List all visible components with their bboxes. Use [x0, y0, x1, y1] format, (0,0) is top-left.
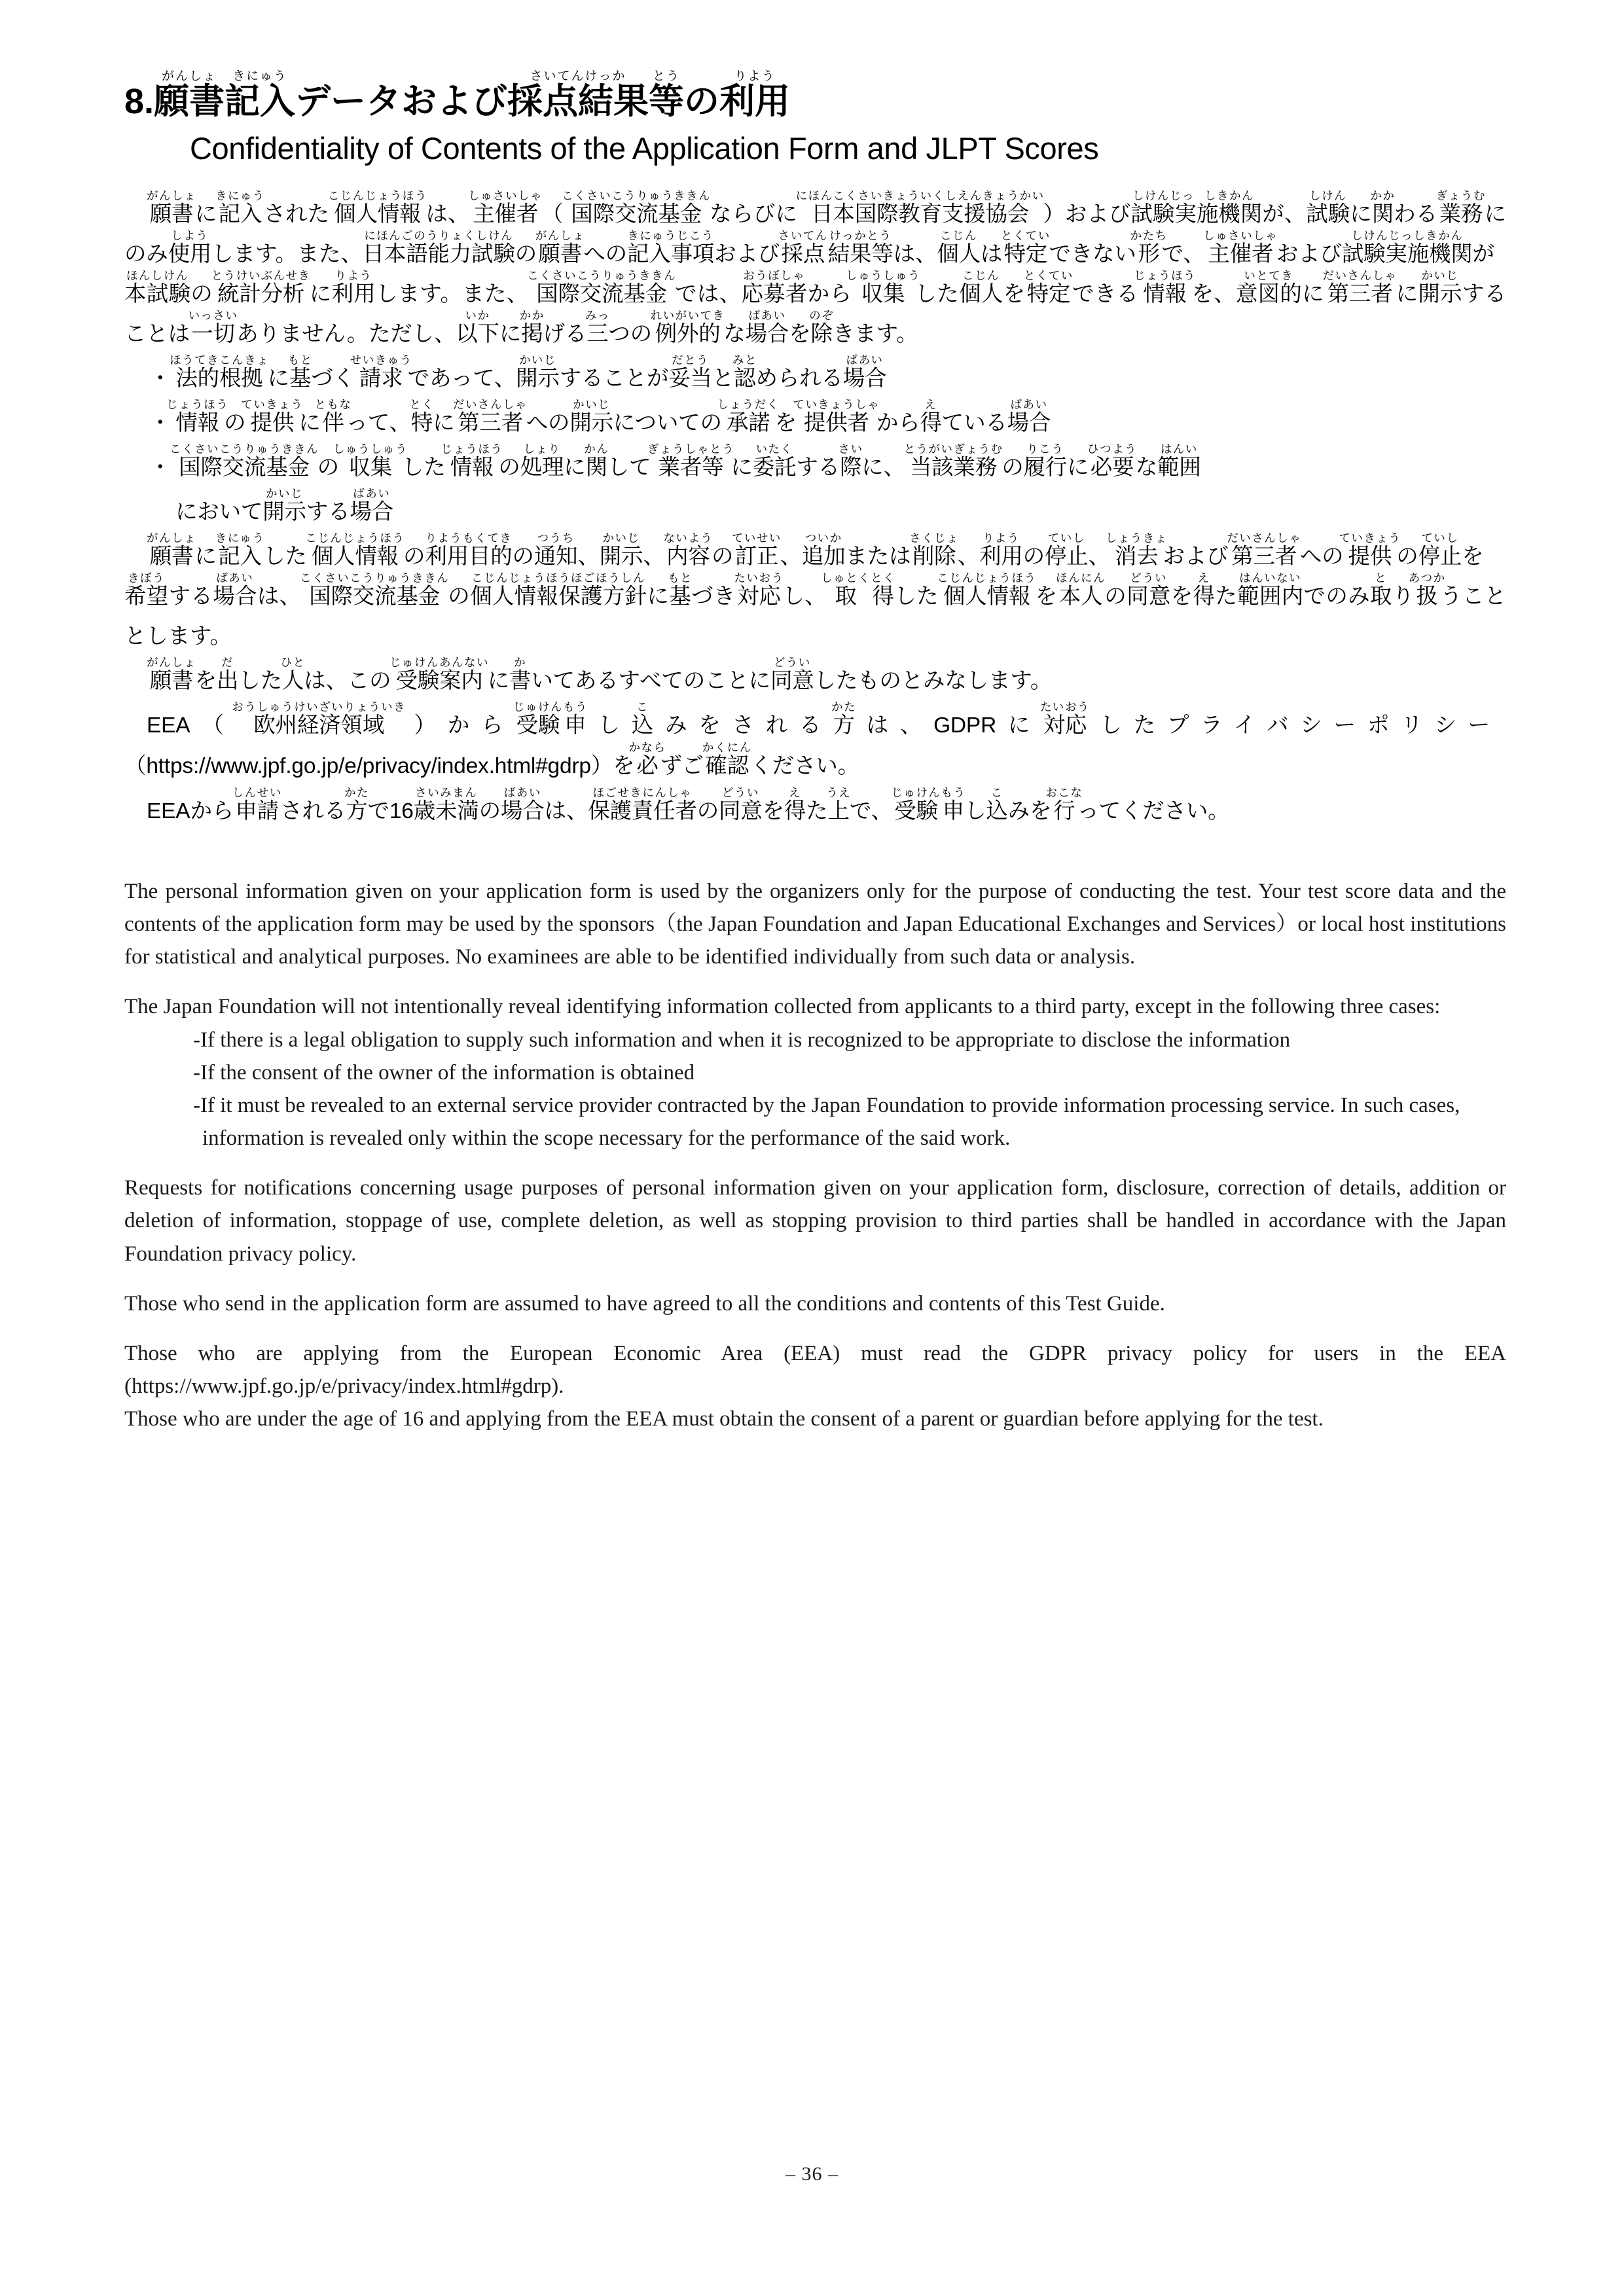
en-paragraph-4: Those who send in the application form are assumed to have agreed to all the conditions and contents of this Test Guide.: [124, 1291, 1165, 1316]
japanese-body: [124, 190, 1506, 832]
en-bullet-2: -If the consent of the owner of the information is obtained: [193, 1060, 695, 1085]
page-title-japanese: 8.願書がんしょ記入きにゅうデータおよび採点結果さいてんけっか等とうの利用りよう: [124, 69, 791, 122]
jp-bullet-3-cont: において開示かいじする場合ばあい: [175, 488, 394, 525]
en-bullet-3: -If it must be revealed to an external service provider contracted by the Japan Foundation to provide information processing service. In such cases, information is revealed only within the scope necessary for the performance of the said work.: [193, 1093, 1460, 1151]
section-heading: [124, 69, 1506, 166]
en-paragraph-6: Those who are under the age of 16 and applying from the EEA must obtain the consent of a parent or guardian before applying for the test.: [124, 1407, 1324, 1431]
en-paragraph-5: Those who are applying from the European Economic Area (EEA) must read the GDPR privacy policy for users in the EEA (https://www.jpf.go.jp/e/privacy/index.html#gdrp).: [124, 1341, 1506, 1399]
jp-paragraph-5: EEAから申請しんせいされる方かたで16歳未満さいみまんの場合ばあいは、保護責任者ほごせきにんしゃの同意どういを得えた上うえで、受験じゅけん申もうし込こみを行おこなってください。: [147, 787, 1230, 824]
jp-bullet-1: ・法的根拠ほうてきこんきょに基もとづく請求せいきゅうであって、開示かいじすることが妥当だとうと認みとめられる場合ばあい: [149, 354, 887, 391]
en-paragraph-2: The Japan Foundation will not intentionally reveal identifying information collected from applicants to a third party, except in the following three cases:: [124, 995, 1441, 1019]
english-body: [124, 875, 1506, 1435]
page-number: – 36 –: [785, 2163, 839, 2185]
en-paragraph-1: The personal information given on your application form is used by the organizers only for the purpose of conducting the test. Your test score data and the contents of the application form may be used by the sponsors（the Japan Foundation and Japan Educational Exchanges and Services）or local host institutions for statistical and analytical purposes. No examinees are able to be identified individually from such data or analysis.: [124, 880, 1506, 969]
jp-paragraph-1: 願書がんしょに記入きにゅうされた個人情報こじんじょうほうは、主催者しゅさいしゃ（国際交流基金こくさいこうりゅうききんならびに日本国際教育支援協会にほんこくさいきょういくしえんきょうかい）および試験実しけんじっ施機関しきかんが、試験しけんに関かかわる業務ぎょうむにのみ使用しようします。また、日本語能力試験にほんごのうりょくしけんの願書がんしょへの記入事項きにゅうじこうおよび採点さいてん結果等けっかとうは、個人こじんは特定とくていできない形かたちで、主催者しゅさいしゃおよび試験実施機関しけんじっしきかんが本試験ほんしけんの統計分析とうけいぶんせきに利用りようします。また、国際交流基金こくさいこうりゅうききんでは、応募者おうぼしゃから収集しゅうしゅうした個人こじんを特定とくていできる情報じょうほうを、意図的いとてきに第三者だいさんしゃに開示かいじすることは一切いっさいありません。ただし、以下いかに掲かかげる三みっつの例外的れいがいてきな場合ばあいを除のぞきます。: [124, 190, 1506, 347]
jp-bullet-2: ・情報じょうほうの提供ていきょうに伴ともなって、特とくに第三者だいさんしゃへの開示かいじについての承諾しょうだくを提供者ていきょうしゃから得えている場合ばあい: [149, 399, 1051, 436]
page-title-english: Confidentiality of Contents of the Application Form and JLPT Scores: [190, 131, 1099, 166]
jp-paragraph-2: 願書がんしょに記入きにゅうした個人情報こじんじょうほうの利用目的りようもくてきの通知つうち、開示かいじ、内容ないようの訂正ていせい、追加ついかまたは削除さくじょ、利用りようの停止ていし、消去しょうきょおよび第三者だいさんしゃへの提供ていきょうの停止ていしを希望きぼうする場合ばあいは、国際交流基金こくさいこうりゅうききんの個人情報保護方針こじんじょうほうほごほうしんに基もとづき対応たいおうし、取しゅとく得とくした個人情報こじんじょうほうを本人ほんにんの同意どういを得えた範囲内はんいないでのみ取とり扱あつかうこととします。: [124, 532, 1506, 649]
en-paragraph-3: Requests for notifications concerning usage purposes of personal information given on your application form, disclosure, correction of details, addition or deletion of information, stoppage of use, complete deletion, as well as stopping provision to third parties shall be handled in accordance with the Japan Foundation privacy policy.: [124, 1176, 1506, 1266]
jp-paragraph-3: 願書がんしょを出だした人ひとは、この受験案内じゅけんあんないに書かいてあるすべてのことに同意どういしたものとみなします。: [147, 656, 1053, 694]
jp-paragraph-4: EEA（欧州経済領域おうしゅうけいざいりょういき）から受験じゅけん申もうし込こみをされる方かたは、GDPRに対応たいおうしたプライバシーポリシー（https://www.jpf.go.jp/e/privacy/index.html#gdrp）を必かならずご確認かくにんください。: [124, 701, 1490, 779]
en-bullet-list: [124, 1024, 1506, 1155]
jp-bullet-3: ・国際交流基金こくさいこうりゅうききんの収集しゅうしゅうした情報じょうほうの処理しょりに関かんして業者等ぎょうしゃとうに委託いたくする際さいに、当該業務とうがいぎょうむの履行りこうに必要ひつような範囲はんい: [149, 443, 1201, 480]
en-bullet-1: -If there is a legal obligation to supply such information and when it is recognized to be appropriate to disclose the information: [193, 1028, 1291, 1052]
